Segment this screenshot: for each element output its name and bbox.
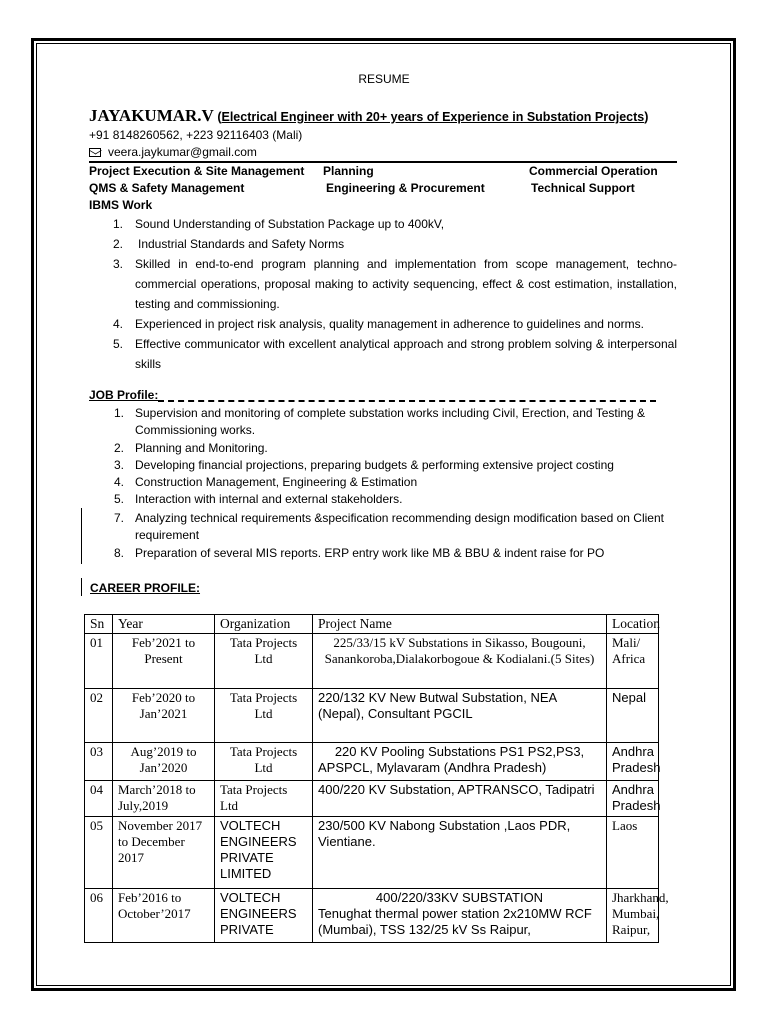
header-divider <box>89 161 677 163</box>
cell-project: 400/220 KV Substation, APTRANSCO, Tadipatri <box>313 781 607 817</box>
cell-project: 225/33/15 kV Substations in Sikasso, Bougouni, Sanankoroba,Dialakorbogoue & Kodialani.(5 Sites) <box>313 634 607 689</box>
cell-sn: 02 <box>85 689 113 743</box>
name-header <box>89 106 648 126</box>
cell-location: Laos <box>607 817 659 889</box>
list-item: Preparation of several MIS reports. ERP entry work like MB & BBU & indent raise for PO <box>135 546 605 560</box>
cell-sn: 06 <box>85 889 113 943</box>
list-number: 4. <box>113 475 124 489</box>
envelope-icon <box>89 148 101 157</box>
list-number: 1. <box>113 406 124 420</box>
cell-organization: Tata Projects Ltd <box>215 689 313 743</box>
candidate-name: JAYAKUMAR.V <box>89 106 214 125</box>
skill-item: Project Execution & Site Management <box>89 164 305 178</box>
cell-project: 220/132 KV New Butwal Substation, NEA (Nepal), Consultant PGCIL <box>313 689 607 743</box>
list-item: Planning and Monitoring. <box>135 441 268 455</box>
column-header: Sn <box>85 615 113 634</box>
project-detail: Tenughat thermal power station 2x210MW RCF (Mumbai), TSS 132/25 kV Ss Raipur, <box>318 906 592 937</box>
cell-sn: 04 <box>85 781 113 817</box>
cell-organization: Tata Projects Ltd <box>215 781 313 817</box>
list-number: 3. <box>113 458 124 472</box>
career-table <box>84 614 669 943</box>
cell-location: Jharkhand, Mumbai, Raipur, <box>607 889 659 943</box>
cell-year: March’2018 to July,2019 <box>113 781 215 817</box>
list-item: Analyzing technical requirements &specification recommending design modification based on Client requirement <box>135 511 664 542</box>
cell-location: Andhra Pradesh <box>607 743 659 781</box>
candidate-tagline: Electrical Engineer with 20+ years of Experience in Substation Projects <box>221 110 645 124</box>
list-number: 4. <box>112 317 123 331</box>
table-header-row <box>85 615 659 634</box>
table-row <box>85 817 659 889</box>
email-address: veera.jaykumar@gmail.com <box>108 145 257 159</box>
change-bar <box>81 508 82 564</box>
cell-location: Nepal <box>607 689 659 743</box>
skill-item: Planning <box>323 164 374 178</box>
list-item: Sound Understanding of Substation Package up to 400kV, <box>135 217 445 231</box>
cell-project <box>313 743 607 781</box>
list-number: 8. <box>113 546 124 560</box>
list-item: Industrial Standards and Safety Norms <box>138 237 345 251</box>
document-title: RESUME <box>358 72 410 86</box>
career-profile-heading: CAREER PROFILE: <box>90 581 201 595</box>
cell-project: 230/500 KV Nabong Substation ,Laos PDR, Vientiane. <box>313 817 607 889</box>
list-item: Supervision and monitoring of complete substation works including Civil, Erection, and Testing & Commissioning works. <box>135 406 646 437</box>
list-number: 2. <box>113 441 124 455</box>
cell-organization: VOLTECH ENGINEERS PRIVATE LIMITED <box>215 817 313 889</box>
cell-project <box>313 889 607 943</box>
column-header: Project Name <box>313 615 607 634</box>
cell-location: Mali/ Africa <box>607 634 659 689</box>
list-item: Developing financial projections, preparing budgets & performing extensive project costing <box>135 458 614 472</box>
column-header: Year <box>113 615 215 634</box>
cell-year: Feb’2020 to Jan’2021 <box>113 689 215 743</box>
project-title: 400/220/33KV SUBSTATION <box>375 890 544 905</box>
list-item: Skilled in end-to-end program planning and implementation from scope management, techno-commercial operations, proposal making to activity sequencing, effect & cost estimation, installation, testing and commissioning. <box>135 257 677 311</box>
list-number: 7. <box>113 511 124 525</box>
table-row <box>85 781 659 817</box>
list-item: Construction Management, Engineering & Estimation <box>135 475 418 489</box>
cell-organization: Tata Projects Ltd <box>215 634 313 689</box>
list-number: 2. <box>112 237 123 251</box>
cell-year: November 2017 to December 2017 <box>113 817 215 889</box>
cell-organization: Tata Projects Ltd <box>215 743 313 781</box>
cell-year: Aug’2019 to Jan’2020 <box>113 743 215 781</box>
job-profile-heading: JOB Profile: <box>89 388 159 402</box>
cell-sn: 05 <box>85 817 113 889</box>
tagline-open: ( <box>213 110 222 124</box>
cell-location: Andhra Pradesh <box>607 781 659 817</box>
column-header: Organization <box>215 615 313 634</box>
list-number: 3. <box>112 257 123 271</box>
email-line <box>89 145 257 159</box>
tagline-close: ) <box>644 110 649 124</box>
column-header: Location <box>607 615 659 634</box>
skill-item: Technical Support <box>531 181 635 195</box>
skill-item: Engineering & Procurement <box>326 181 485 195</box>
cell-sn: 03 <box>85 743 113 781</box>
project-detail: APSPCL, Mylavaram (Andhra Pradesh) <box>318 760 547 775</box>
cell-sn: 01 <box>85 634 113 689</box>
table-row <box>85 689 659 743</box>
table-row <box>85 889 659 943</box>
list-item: Interaction with internal and external stakeholders. <box>135 492 403 506</box>
list-item: Experienced in project risk analysis, quality management in adherence to guidelines and norms. <box>135 317 644 331</box>
skill-item: IBMS Work <box>89 198 153 212</box>
project-title: 220 KV Pooling Substations PS1 PS2,PS3, <box>334 744 585 759</box>
table-row <box>85 743 659 781</box>
list-item: Effective communicator with excellent analytical approach and strong problem solving & interpersonal skills <box>135 337 677 371</box>
skill-item: Commercial Operation <box>529 164 658 178</box>
list-number: 5. <box>112 337 123 351</box>
cell-year: Feb’2016 to October’2017 <box>113 889 215 943</box>
table-row <box>85 634 659 689</box>
cell-year: Feb’2021 to Present <box>113 634 215 689</box>
change-bar <box>81 578 82 596</box>
cell-organization: VOLTECH ENGINEERS PRIVATE <box>215 889 313 943</box>
skill-item: QMS & Safety Management <box>89 181 245 195</box>
list-number: 5. <box>113 492 124 506</box>
list-number: 1. <box>112 217 123 231</box>
phone-numbers: +91 8148260562, +223 92116403 (Mali) <box>89 128 303 142</box>
dashed-divider <box>158 400 656 402</box>
